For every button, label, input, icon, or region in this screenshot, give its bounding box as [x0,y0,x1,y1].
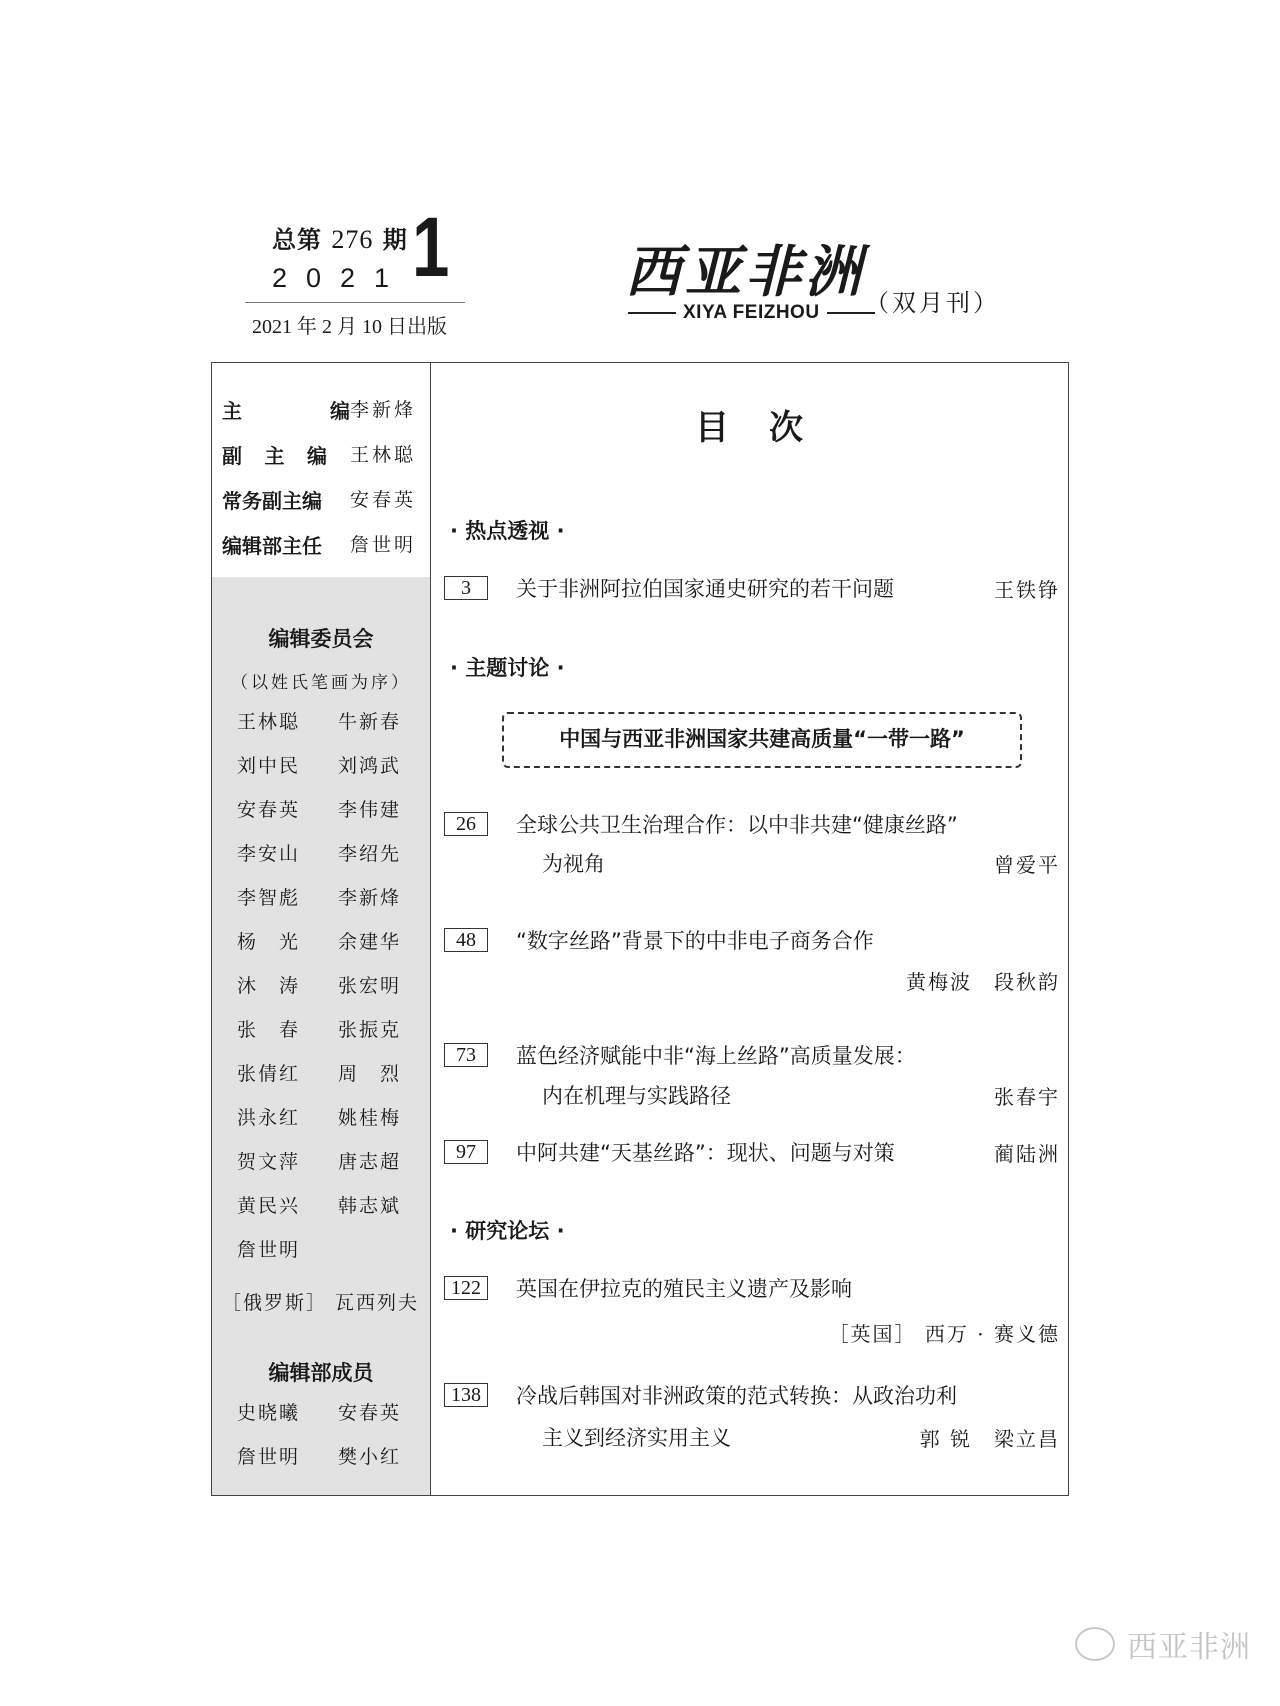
journal-name-en: XIYA FEIZHOU [683,302,820,323]
article-title[interactable]: 中阿共建“天基丝路”：现状、问题与对策 [516,1141,895,1165]
committee-member: 洪永红 [237,1107,301,1129]
journal-logo-en [628,302,875,324]
foreign-member: ［俄罗斯］ 瓦西列夫 [222,1292,420,1314]
committee-member: 王林聪 [237,711,301,733]
office-members [237,1401,427,1470]
committee-member: 李安山 [237,843,301,865]
page-number: 97 [444,1140,488,1164]
publish-date: 2021 年 2 月 10 日出版 [252,316,447,338]
article-title[interactable]: 冷战后韩国对非洲政策的范式转换：从政治功利 [516,1384,957,1408]
committee-member: 周 烈 [338,1063,402,1085]
page-number: 26 [444,812,488,836]
staff-name: 安春英 [350,489,417,511]
committee-member: 刘中民 [237,755,301,777]
article-author: 张春宇 [994,1085,1060,1109]
committee-member: 沐 涛 [237,975,301,997]
staff-row-deputy-editor [222,440,416,469]
article-title[interactable]: 英国在伊拉克的殖民主义遗产及影响 [516,1277,852,1301]
committee-member: 黄民兴 [237,1195,301,1217]
page-number: 138 [444,1383,488,1407]
committee-member: 贺文萍 [237,1151,301,1173]
committee-member: 牛新春 [338,711,402,733]
role-part: 主 [264,444,285,468]
section-hot-topics: · 热点透视 · [450,519,565,543]
header-rule [245,302,465,303]
issue-number: 1 [412,200,450,294]
article-author: 曾爱平 [994,853,1060,877]
staff-role [222,440,327,469]
role-part: 副 [222,444,242,468]
article-title[interactable]: 全球公共卫生治理合作：以中非共建“健康丝路” [516,813,958,837]
article-author: ［英国］ 西万 · 赛义德 [828,1322,1060,1346]
committee-member: 李伟建 [338,799,402,821]
committee-member [338,1238,427,1263]
theme-banner: 中国与西亚非洲国家共建高质量“一带一路” [502,712,1022,768]
toc-title: 目次 [695,408,843,448]
page-number: 122 [444,1276,488,1300]
role-part: 主 [222,399,242,423]
committee-member: 杨 光 [237,931,301,953]
article-author: 蔺陆洲 [994,1142,1060,1166]
committee-member: 张宏明 [338,975,402,997]
page-number: 48 [444,928,488,952]
staff-row-editor-in-chief [222,395,416,424]
committee-member: 詹世明 [237,1239,301,1261]
committee-member: 姚桂梅 [338,1107,402,1129]
page-number: 3 [444,576,488,600]
issue-year: 2021 [272,263,409,293]
publication-frequency: （双月刊） [865,289,1000,317]
section-theme-discussion: · 主题讨论 · [450,656,565,680]
watermark-text: 西亚非洲 [1127,1630,1251,1665]
role-part: 编 [307,444,327,468]
committee-note: （以姓氏笔画为序） [231,673,411,693]
staff-row-executive-deputy [222,485,416,514]
staff-role: 常务副主编 [222,489,322,513]
office-heading: 编辑部成员 [268,1361,374,1385]
issue-total-suffix: 期 [382,226,408,254]
article-author: 王铁铮 [994,578,1060,602]
office-member: 樊小红 [338,1446,402,1468]
article-title-continued[interactable]: 为视角 [542,852,605,876]
wechat-icon [1075,1627,1115,1661]
journal-logo: 西亚非洲 [625,239,865,305]
committee-member: 张振克 [338,1019,402,1041]
article-title[interactable]: 蓝色经济赋能中非“海上丝路”高质量发展： [516,1044,916,1068]
issue-total-prefix: 总第 [272,226,322,254]
page-number: 73 [444,1043,488,1067]
logo-rule-left [628,312,676,314]
staff-name: 王林聪 [350,444,417,466]
office-member: 史晓曦 [237,1402,301,1424]
committee-member: 张 春 [237,1019,301,1041]
issue-total [272,220,408,255]
committee-member: 李智彪 [237,887,301,909]
article-title[interactable]: “数字丝路”背景下的中非电子商务合作 [516,929,874,953]
committee-member: 李绍先 [338,843,402,865]
section-research-forum: · 研究论坛 · [450,1219,565,1243]
committee-member: 李新烽 [338,887,402,909]
office-member: 安春英 [338,1402,402,1424]
committee-member: 刘鸿武 [338,755,402,777]
article-title-continued[interactable]: 主义到经济实用主义 [542,1426,731,1450]
office-member: 詹世明 [237,1446,301,1468]
staff-name: 詹世明 [350,534,417,556]
committee-members [237,710,427,1263]
staff-name: 李新烽 [350,399,417,421]
article-author: 郭 锐 梁立昌 [919,1427,1060,1451]
committee-member: 余建华 [338,931,402,953]
committee-member: 唐志超 [338,1151,402,1173]
committee-member: 韩志斌 [338,1195,402,1217]
committee-heading: 编辑委员会 [268,627,374,651]
column-divider [430,362,431,1496]
article-title-continued[interactable]: 内在机理与实践路径 [542,1084,731,1108]
staff-row-office-director [222,530,416,559]
watermark [1075,1622,1251,1666]
committee-member: 张倩红 [237,1063,301,1085]
article-author: 黄梅波 段秋韵 [906,970,1060,994]
article-title[interactable]: 关于非洲阿拉伯国家通史研究的若干问题 [516,577,894,601]
role-part: 编 [330,399,350,423]
staff-role: 编辑部主任 [222,534,322,558]
issue-total-number: 276 [331,225,374,254]
committee-member: 安春英 [237,799,301,821]
staff-role [222,395,350,424]
